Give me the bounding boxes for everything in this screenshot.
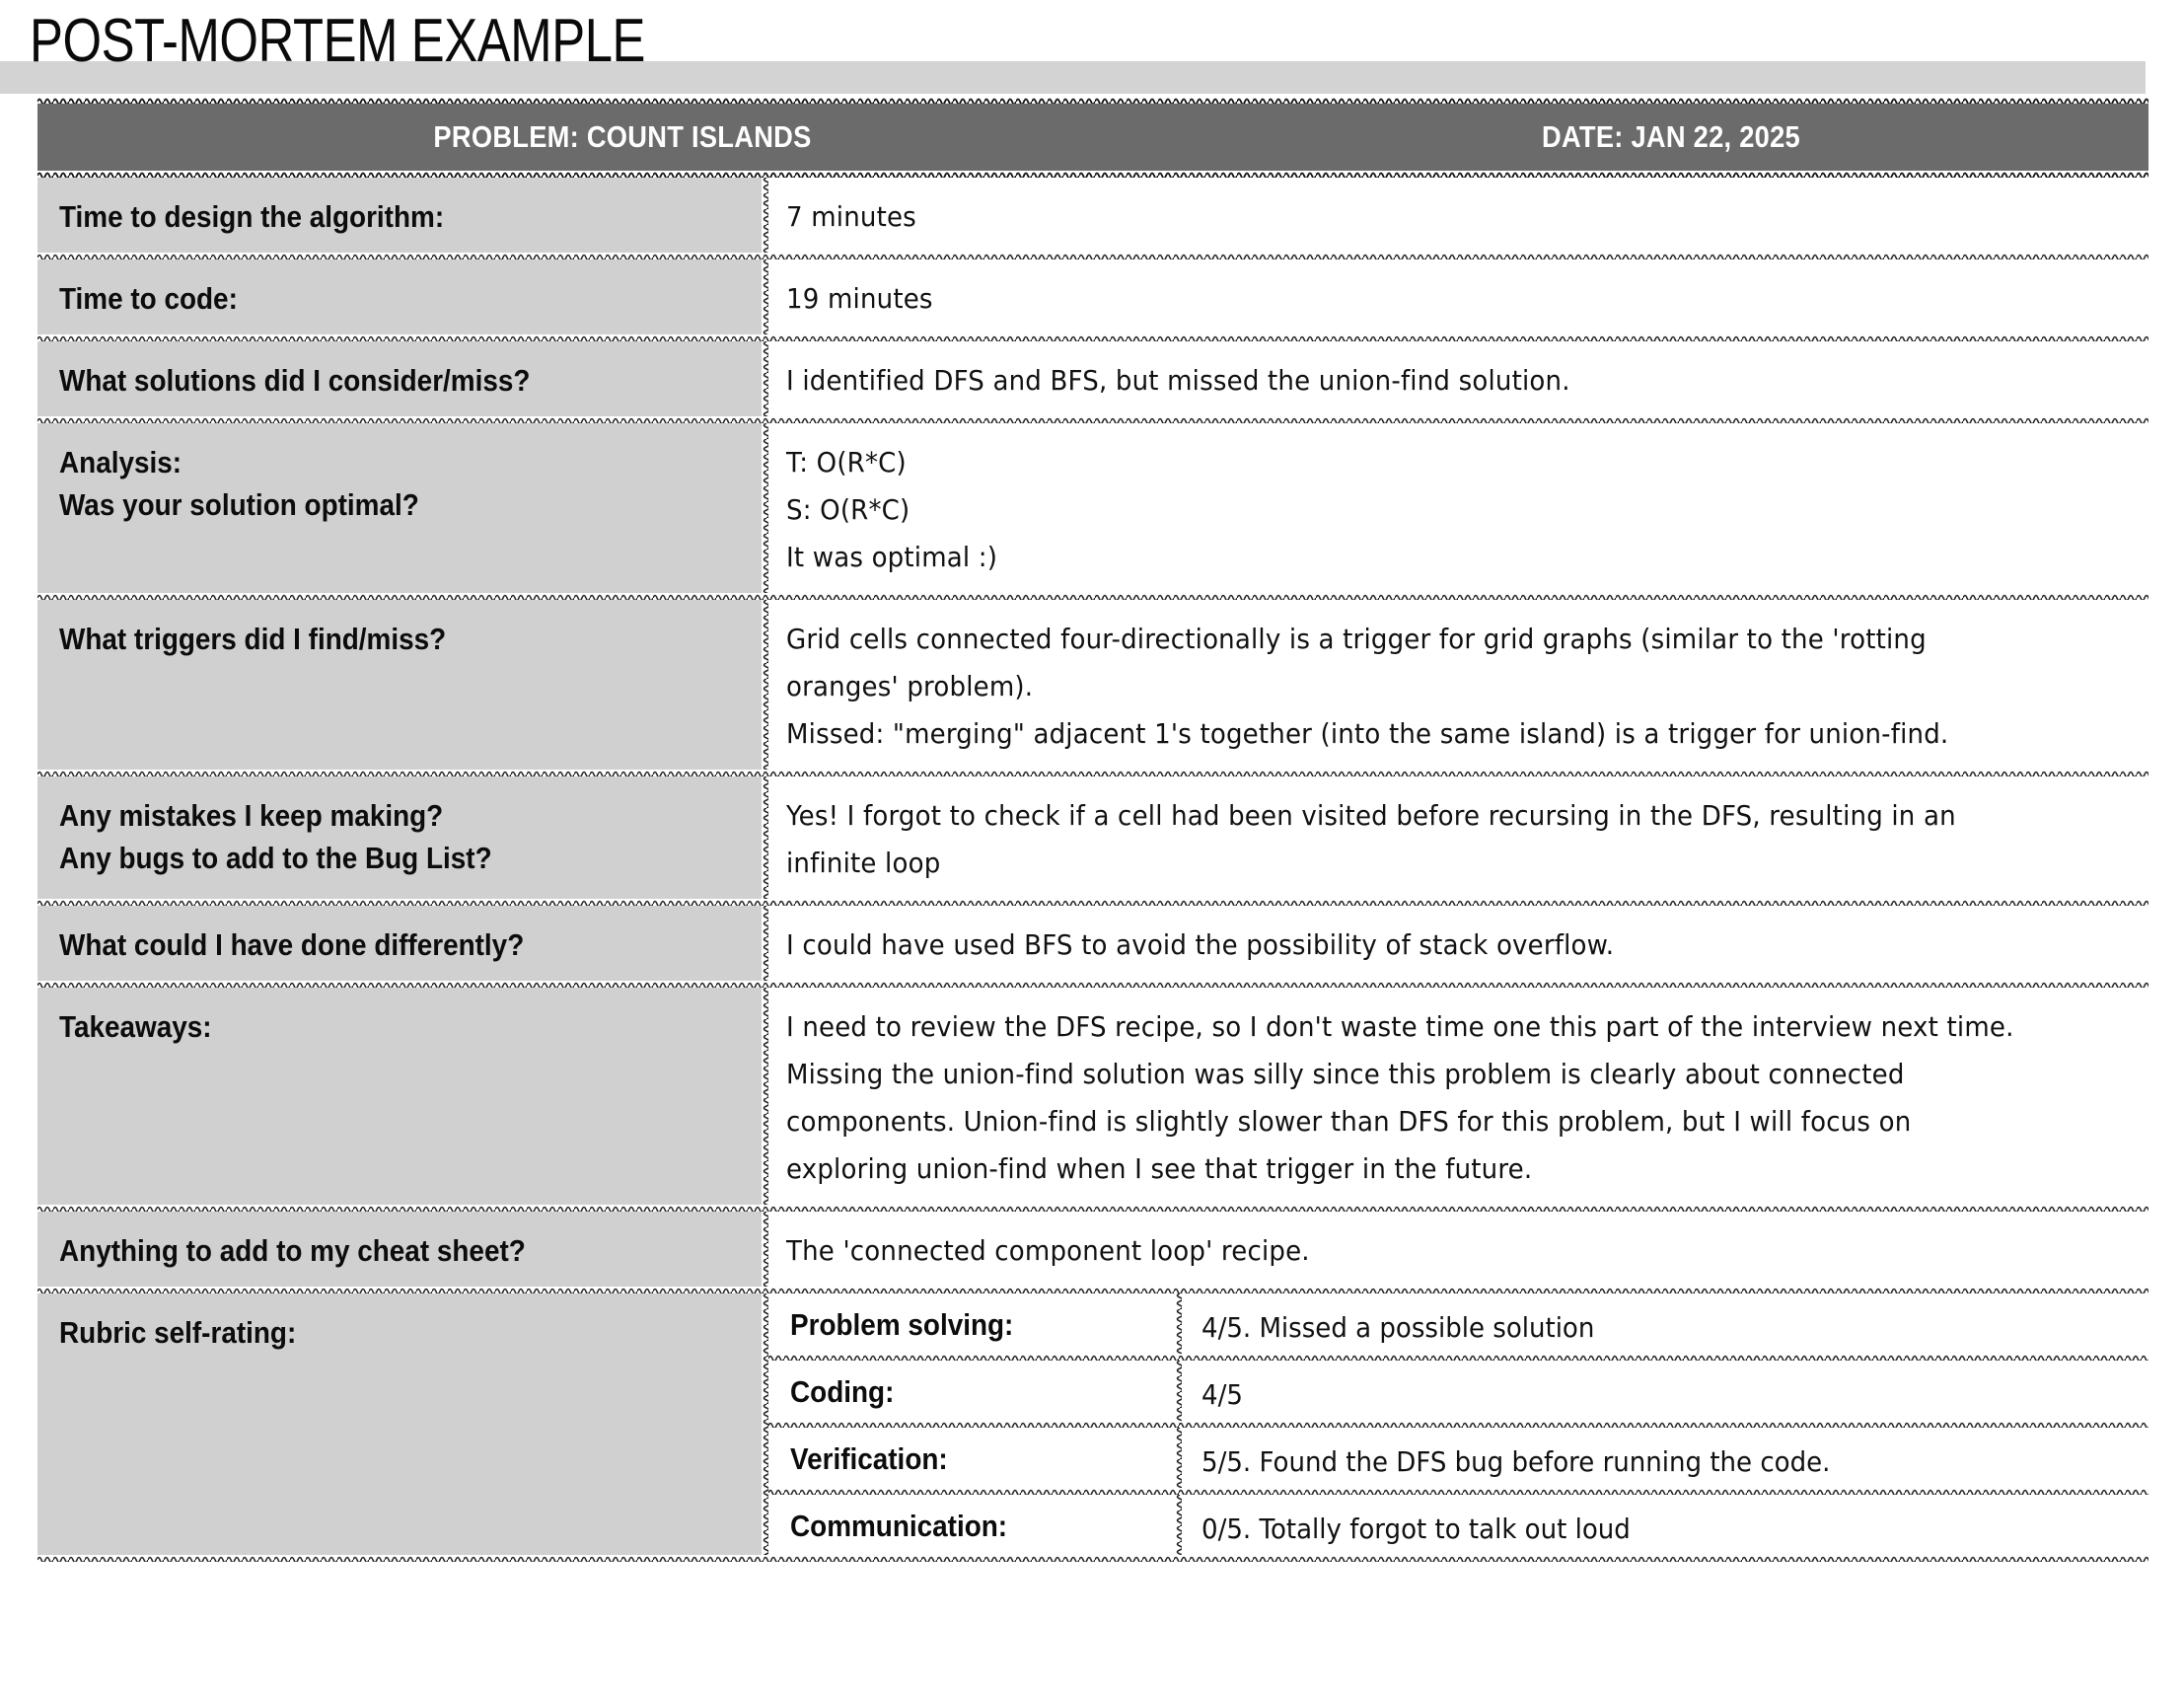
table-row (37, 988, 2148, 1205)
row-answer-solutions-considered[interactable] (768, 341, 2148, 416)
answer-line: I could have used BFS to avoid the possibility of stack overflow. (786, 928, 1615, 961)
rubric-row-divider (768, 1488, 2148, 1495)
table-bottom-border (37, 1555, 2148, 1562)
column-divider (762, 1212, 768, 1287)
label-text: Takeaways: (59, 1009, 212, 1044)
row-label-time-to-design (37, 178, 762, 253)
answer-line: I need to review the DFS recipe, so I don't waste time one this part of the interview next time. Missing the union-find solution was silly since this problem is clearly about connected components. Union-find is slightly slower than DFS for this problem, but I will focus on exploring union-find when I see that trigger in the future. (786, 1010, 2014, 1185)
rubric-column-divider (1175, 1361, 1182, 1421)
rubric-value-problem-solving[interactable] (1182, 1293, 2148, 1354)
row-label-rubric (37, 1293, 762, 1555)
rubric-value-communication[interactable] (1182, 1495, 2148, 1555)
rubric-row-verification (768, 1428, 2148, 1488)
label-text: Time to design the algorithm: (59, 199, 445, 234)
title-area (0, 0, 2184, 95)
label-text: Problem solving: (790, 1307, 1014, 1342)
label-text: Anything to add to my cheat sheet? (59, 1233, 526, 1268)
header-date: DATE: JAN 22, 2025 (1541, 119, 1800, 154)
answer-line: The 'connected component loop' recipe. (786, 1234, 1310, 1267)
rubric-row-divider (768, 1421, 2148, 1428)
column-divider (762, 776, 768, 899)
column-divider (762, 341, 768, 416)
rubric-row-divider (768, 1354, 2148, 1361)
rubric-value-verification[interactable] (1182, 1428, 2148, 1488)
rubric-name-coding (768, 1361, 1175, 1421)
rubric-table (768, 1293, 2148, 1555)
value-text: 4/5 (1201, 1378, 1243, 1411)
row-answer-triggers[interactable] (768, 600, 2148, 770)
label-text: Communication: (790, 1509, 1008, 1543)
table-row (37, 341, 2148, 416)
row-label-time-to-code (37, 259, 762, 334)
answer-line: Yes! I forgot to check if a cell had been visited before recursing in the DFS, resulting in an infinite loop (786, 799, 1956, 879)
table-row (37, 600, 2148, 770)
row-divider (37, 253, 2148, 259)
answer-line: 19 minutes (786, 282, 933, 315)
value-text: 0/5. Totally forgot to talk out loud (1201, 1513, 1631, 1545)
row-divider (37, 593, 2148, 600)
row-label-cheat-sheet (37, 1212, 762, 1287)
rubric-row-problem-solving (768, 1293, 2148, 1354)
label-text: What triggers did I find/miss? (59, 622, 447, 656)
post-mortem-table (37, 97, 2148, 1562)
row-divider (37, 416, 2148, 423)
row-divider (37, 334, 2148, 341)
rubric-name-verification (768, 1428, 1175, 1488)
answer-line: 7 minutes (786, 200, 916, 233)
row-answer-mistakes[interactable] (768, 776, 2148, 899)
row-divider (37, 1205, 2148, 1212)
rubric-name-problem-solving (768, 1293, 1175, 1354)
label-text-line1: Any mistakes I keep making? (59, 798, 444, 833)
row-divider (37, 1287, 2148, 1293)
row-answer-analysis[interactable] (768, 423, 2148, 593)
label-text: Verification: (790, 1441, 948, 1476)
row-answer-cheat-sheet[interactable] (768, 1212, 2148, 1287)
table-row (37, 259, 2148, 334)
answer-line: Missed: "merging" adjacent 1's together (into the same island) is a trigger for union-find. (786, 717, 1949, 750)
label-text: What could I have done differently? (59, 927, 525, 962)
answer-line: It was optimal :) (786, 541, 998, 573)
rubric-value-coding[interactable] (1182, 1361, 2148, 1421)
answer-line: T: O(R*C) (786, 446, 907, 479)
table-row (37, 776, 2148, 899)
column-divider (762, 1293, 768, 1555)
row-divider (37, 770, 2148, 776)
answer-line: I identified DFS and BFS, but missed the union-find solution. (786, 364, 1570, 397)
answer-line: Grid cells connected four-directionally is a trigger for grid graphs (similar to the 'rotting oranges' problem). (786, 623, 1927, 702)
row-divider (37, 899, 2148, 906)
label-text: Time to code: (59, 281, 238, 316)
column-divider (762, 600, 768, 770)
column-divider (762, 906, 768, 981)
rubric-row-coding (768, 1361, 2148, 1421)
table-row (37, 1212, 2148, 1287)
label-text-line2: Was your solution optimal? (59, 487, 419, 522)
table-top-border (37, 97, 2148, 104)
rubric-column-divider (1175, 1293, 1182, 1354)
label-text-line2: Any bugs to add to the Bug List? (59, 841, 492, 875)
rubric-column-divider (1175, 1495, 1182, 1555)
header-bottom-border (37, 171, 2148, 178)
row-label-takeaways (37, 988, 762, 1205)
row-divider (37, 981, 2148, 988)
table-row (37, 906, 2148, 981)
page-title: POST-MORTEM EXAMPLE (30, 7, 646, 75)
row-label-triggers (37, 600, 762, 770)
label-text: Rubric self-rating: (59, 1315, 297, 1350)
rubric-column-divider (1175, 1428, 1182, 1488)
rubric-row-communication (768, 1495, 2148, 1555)
row-label-mistakes (37, 776, 762, 899)
row-answer-time-to-design[interactable] (768, 178, 2148, 253)
row-label-done-differently (37, 906, 762, 981)
table-header-row (37, 104, 2148, 171)
row-answer-done-differently[interactable] (768, 906, 2148, 981)
row-label-analysis (37, 423, 762, 593)
column-divider (762, 988, 768, 1205)
label-text: What solutions did I consider/miss? (59, 363, 531, 398)
label-text: Coding: (790, 1374, 895, 1409)
label-text-line1: Analysis: (59, 445, 182, 480)
column-divider (762, 423, 768, 593)
answer-line: S: O(R*C) (786, 493, 910, 526)
value-text: 4/5. Missed a possible solution (1201, 1311, 1595, 1344)
row-answer-time-to-code[interactable] (768, 259, 2148, 334)
column-divider (762, 259, 768, 334)
header-problem: PROBLEM: COUNT ISLANDS (433, 119, 812, 154)
rubric-name-communication (768, 1495, 1175, 1555)
rubric-section (37, 1293, 2148, 1555)
column-divider (762, 178, 768, 253)
table-row (37, 178, 2148, 253)
table-row (37, 423, 2148, 593)
row-label-solutions-considered (37, 341, 762, 416)
value-text: 5/5. Found the DFS bug before running the code. (1201, 1445, 1831, 1478)
row-answer-takeaways[interactable] (768, 988, 2148, 1205)
